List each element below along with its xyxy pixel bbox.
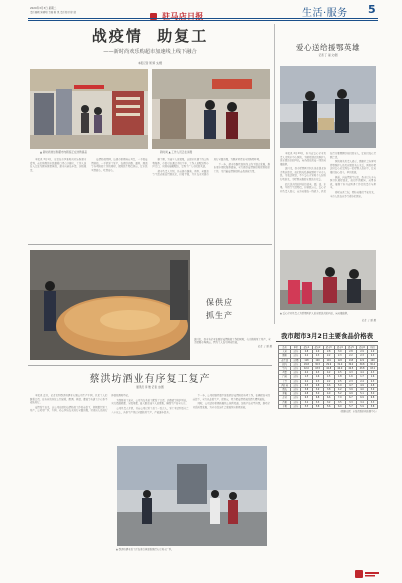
price-table-cell: 元/斤 — [291, 367, 301, 371]
story1-photo-staff — [152, 69, 270, 149]
price-table-cell: 119 — [323, 358, 334, 362]
price-table-cell: 元/斤 — [291, 354, 301, 358]
price-table-cell: 鸡蛋 — [279, 371, 291, 375]
story2-paragraph: 据悉，自疫情发生以来，我市已有多支医疗队驰援湖北，他们不畏艰险、英勇奋战，展现了驻马店医务工作者的责任与担当。 — [330, 175, 376, 190]
price-table-cell: 苹果 — [279, 404, 291, 408]
price-table-cell: 4.9 — [345, 392, 356, 396]
price-table-row — [279, 375, 378, 379]
story2-paragraph: 此次送去的慰问品包括米、面、油、水果、牛奶等生活物资，价值数万元。爱心企业负责人表示，前方英雄在一线战斗，我们在后方要照顾好他们的家人，让他们没有后顾之忧。 — [280, 152, 376, 193]
story1-paragraph: 本报讯 3月1日，记者在市区新时尚欢乐购超市看到，前来购物的市民戴着口罩有序排队，工作人员在入口处为顾客测量体温，超市内商品丰富、价格稳定。 — [30, 158, 87, 172]
story4-photo-factory — [116, 445, 268, 547]
price-table-cell: 牛肉 — [279, 367, 291, 371]
price-table-cell: 4.8 — [312, 383, 323, 387]
price-table-cell: 5.1 — [356, 392, 367, 396]
price-table-cell: 元/斤 — [291, 383, 301, 387]
price-table-header: 超市2 — [312, 346, 323, 350]
price-table-header: 超市5 — [345, 346, 356, 350]
masthead-rule — [28, 18, 378, 19]
column-divider — [274, 24, 275, 324]
story1-headline: 战疫情 助复工 — [91, 27, 209, 45]
price-table-cell: 白菜 — [279, 375, 291, 379]
price-table-cell: 2.4 — [356, 379, 367, 383]
price-table-cell: 29.9 — [323, 362, 334, 366]
price-table-body — [279, 350, 378, 409]
price-table-cell: 2.9 — [368, 350, 378, 354]
story1-byline: 本报记者 周 婷 文/图 — [137, 62, 163, 65]
editor-credits: 责任编辑 朱晓明 美编 陈 岚 责任校对 徐 凯 — [30, 11, 76, 14]
price-table-cell: 121 — [356, 358, 367, 362]
story2-paragraph: 医院相关负责人表示，感谢社会各界对援鄂医护人员及家属的关心关爱，医院将把这份爱心转交到每一位援鄂人员家中，让英雄们安心战斗，早日凯旋。 — [330, 160, 376, 174]
price-table-cell: 4.2 — [334, 388, 345, 392]
price-table-cell: 香蕉 — [279, 400, 291, 404]
price-table-header: 超市4 — [334, 346, 345, 350]
price-table-cell: 29.8 — [301, 362, 312, 366]
story4-paragraph: 本报讯 近日，记者来到蔡洪坊酒业有限公司生产车间，只见工人们戴着口罩，在各自的岗位上忙碌着，酿酒、蒸馏、灌装等各道工序有条不紊地进行。 — [30, 394, 108, 404]
charity-delivery-image — [280, 66, 376, 148]
price-table-cell: 2.2 — [345, 354, 356, 358]
price-table-cell: 2.3 — [312, 379, 323, 383]
price-table-cell: 3.9 — [312, 388, 323, 392]
price-table-header: 单位 — [291, 346, 301, 350]
price-table-cell: 5.9 — [356, 404, 367, 408]
story4-paragraph: 疫情发生以来，该公司在做好疫情防控工作的前提下，积极组织复工复产。公司对厂区、车间、办公区域每天进行全面消毒，对进出人员进行体温检测和登记。 — [30, 394, 131, 413]
price-table-cell: 5.6 — [323, 404, 334, 408]
price-table-cell: 4.6 — [323, 383, 334, 387]
price-table-cell: 3.0 — [334, 350, 345, 354]
price-table-cell: 3.9 — [345, 388, 356, 392]
price-table-cell: 4.3 — [368, 371, 378, 375]
section-title: 生活·服务 — [302, 8, 348, 19]
price-table-cell: 元/斤 — [291, 392, 301, 396]
price-table-cell: 3.9 — [368, 388, 378, 392]
price-table-row — [279, 400, 378, 404]
story3-caption-credit: 记者 丁 丽 摄 — [257, 344, 272, 348]
story2-headline: 爱心送给援鄂英雄 — [296, 43, 360, 52]
price-table — [278, 345, 378, 409]
price-table-cell: 3.2 — [323, 400, 334, 404]
story2-byline: 记者 丁 丽 文/图 — [318, 54, 338, 57]
price-table-cell: 30.5 — [312, 362, 323, 366]
price-table-row — [279, 396, 378, 400]
story2-paragraph: 连日来，我市援鄂医疗队队员在湖北奋力救治患者，他们的无私奉献感动了全市人民。为表达敬意，不少爱心企业和个人纷纷行动起来，为援鄂英雄的家属送去关爱。 — [280, 167, 326, 181]
price-table-cell: 大米 — [279, 350, 291, 354]
story1-paragraph: 下一步，超市将继续加快线上线下融合发展，推出更多便民服务措施，全力做好疫情防控和保供稳价工作，为打赢疫情防控阻击战贡献力量。 — [213, 162, 270, 173]
story3-caption — [194, 338, 272, 348]
price-table-cell: 31.0 — [334, 362, 345, 366]
price-table-cell: 5.0 — [368, 392, 378, 396]
story2-photo-credit: 记者 丁 丽 摄 — [361, 319, 376, 322]
price-table-cell: 1.6 — [345, 375, 356, 379]
price-table-cell: 5.8 — [368, 404, 378, 408]
price-table-cell: 3.2 — [301, 400, 312, 404]
price-table-cell: 4.7 — [345, 383, 356, 387]
price-table-note: （数据来源：市发改委价格监测中心） — [338, 410, 378, 414]
story2-body — [280, 152, 376, 248]
logo-text: 驻马店日报 — [162, 11, 204, 21]
price-table-cell: 4.9 — [356, 383, 367, 387]
price-table-cell: 元/斤 — [291, 375, 301, 379]
price-table-cell: 4.5 — [334, 371, 345, 375]
price-table-cell: 43.1 — [368, 367, 378, 371]
price-table-cell: 4.0 — [356, 388, 367, 392]
workshop-image — [30, 250, 190, 360]
price-table-cell: 5.7 — [345, 404, 356, 408]
price-table-cell: 2.3 — [312, 354, 323, 358]
price-table-cell: 西红柿 — [279, 383, 291, 387]
staff-disinfecting-image — [152, 69, 270, 149]
story4-paragraph: 下一步，公司将继续毫不放松抓好疫情防控各项工作，在确保安全的前提下，全力以赴抓生产、保供应，努力把疫情造成的损失降到最低。 — [192, 394, 270, 401]
price-table-cell: 3.3 — [312, 400, 323, 404]
price-table-cell: 猪肉 — [279, 362, 291, 366]
price-table-cell: 4.2 — [323, 371, 334, 375]
price-table-cell: 2.2 — [301, 379, 312, 383]
price-table-cell: 30.2 — [345, 362, 356, 366]
price-table-cell: 3.3 — [368, 400, 378, 404]
story3-photo-workshop — [30, 250, 190, 360]
price-table-cell: 5.5 — [301, 404, 312, 408]
story1-body — [30, 158, 270, 238]
story1-subheadline: ——新时尚欢乐购超市加速线上线下融合 — [103, 49, 197, 55]
price-table-cell: 3.4 — [356, 400, 367, 404]
price-table-cell: 2.5 — [334, 379, 345, 383]
price-table-cell: 43.5 — [312, 367, 323, 371]
donated-goods-image — [280, 250, 376, 310]
story2-photo-goods — [280, 250, 376, 310]
story1-photo2-caption: 新时尚 ▲ 工作人员正在消毒 — [160, 151, 193, 154]
page-number: 5 — [368, 3, 376, 16]
story4-photo-caption: ▲ 蔡洪坊酒业员工正在进行体温检测后有序进入厂区。 — [116, 548, 174, 551]
newspaper-logo — [150, 6, 204, 25]
price-table-cell: 2.3 — [334, 354, 345, 358]
price-table-cell: 118 — [345, 358, 356, 362]
story1-photo-store-interior — [30, 69, 148, 149]
price-table-cell: 4.3 — [312, 371, 323, 375]
price-table-cell: 元/斤 — [291, 362, 301, 366]
story4-paragraph: 同时，公司还将积极拓展线上销售渠道，加快产品转型升级，推动企业高质量发展，为全市经济社会发展作出积极贡献。 — [192, 402, 270, 409]
price-table-cell: 2.9 — [356, 350, 367, 354]
issue-date: 2020年3月3日 星期二 — [30, 7, 57, 10]
section-rule — [28, 244, 272, 245]
price-table-cell: 3.5 — [334, 400, 345, 404]
price-table-cell: 42.8 — [323, 367, 334, 371]
price-table-cell: 5.2 — [334, 392, 345, 396]
price-table-cell: 4.8 — [368, 383, 378, 387]
price-table-cell: 元/斤 — [291, 371, 301, 375]
price-table-cell: 2.2 — [323, 379, 334, 383]
price-table-cell: 1.8 — [334, 375, 345, 379]
story1-paragraph: 疫情防控期间，该超市积极响应号召，一手抓疫情防控，一手抓复工复产，在做好消毒、通风、测温等各项防控工作的同时，保障民生物资供应，让市民买得放心、吃得安心。 — [91, 158, 148, 172]
price-table-title: 我市超市3月2日主要食品价格表 — [281, 332, 373, 340]
price-table-cell: 4.4 — [356, 371, 367, 375]
story3-headline: 保供应 抓生产 — [206, 298, 233, 320]
price-table-cell: 元/斤 — [291, 388, 301, 392]
price-table-cell: 2.3 — [368, 379, 378, 383]
price-table-cell: 3.8 — [301, 388, 312, 392]
story4-headline: 蔡洪坊酒业有序复工复产 — [89, 374, 211, 385]
masthead-rule-thin — [28, 20, 378, 21]
price-table-cell: 1.6 — [368, 375, 378, 379]
price-table-cell: 42.0 — [301, 367, 312, 371]
price-table-cell: 2.8 — [301, 350, 312, 354]
watermark-icon — [355, 564, 379, 574]
price-table-cell: 3.3 — [345, 400, 356, 404]
price-table-header: 超市3 — [323, 346, 334, 350]
price-table-cell: 4.2 — [301, 371, 312, 375]
story1-photo1-caption: ▲ 新时尚欢乐购超市内顾客正在选购商品 — [40, 151, 87, 154]
price-table-cell: 5.8 — [312, 404, 323, 408]
price-table-cell: 黄瓜 — [279, 388, 291, 392]
price-table-cell: 元/桶 — [291, 358, 301, 362]
price-table-rule — [276, 341, 378, 342]
price-table-cell: 面粉 — [279, 354, 291, 358]
price-table-cell: 5.0 — [334, 383, 345, 387]
price-table-row — [279, 383, 378, 387]
price-table-row — [279, 354, 378, 358]
price-table-cell: 元/斤 — [291, 396, 301, 400]
price-table-header: 均价 — [368, 346, 378, 350]
price-table-cell: 1.5 — [323, 375, 334, 379]
price-table-cell: 2.2 — [301, 354, 312, 358]
price-table-cell: 6.6 — [323, 396, 334, 400]
price-table-cell: 6.8 — [312, 396, 323, 400]
price-table-cell: 44.0 — [334, 367, 345, 371]
price-table-cell: 30.4 — [368, 362, 378, 366]
price-table-cell: 青椒 — [279, 392, 291, 396]
price-table-cell: 1.7 — [356, 375, 367, 379]
price-table-row — [279, 362, 378, 366]
story4-paragraph: 公司负责人介绍，目前公司已复工员工一百余人，复工率达到百分之八十以上，各条生产线已全面恢复生产，产能逐步提升。 — [111, 407, 189, 414]
price-table-cell: 元/斤 — [291, 379, 301, 383]
story3-caption-text: 连日来，我市各企业在做好疫情防控工作的同时，有序推进复工复产，全力保障市场供应。图为工人在车间内忙碌。 — [194, 338, 271, 345]
story1-paragraph: 超市负责人介绍，目前超市蔬菜、肉类、米面油等生活必需品货源充足，价格平稳，并且每天对超市进行全面消毒，为顾客营造安全的购物环境。 — [152, 158, 262, 177]
price-table-cell: 2.3 — [345, 379, 356, 383]
price-table-cell: 122 — [334, 358, 345, 362]
price-table-cell: 6.9 — [356, 396, 367, 400]
price-table-cell: 3.8 — [323, 388, 334, 392]
price-table-cell: 120 — [312, 358, 323, 362]
price-table-cell: 30.8 — [356, 362, 367, 366]
price-table-cell: 2.8 — [323, 350, 334, 354]
price-table-cell: 2.3 — [356, 354, 367, 358]
price-table-cell: 4.3 — [345, 371, 356, 375]
store-interior-image — [30, 69, 148, 149]
price-table-cell: 花生油 — [279, 358, 291, 362]
price-table-cell: 2.9 — [312, 350, 323, 354]
price-table-header: 超市6 — [356, 346, 367, 350]
price-table-cell: 6.8 — [368, 396, 378, 400]
story1-paragraph: 据了解，为减少人员聚集，该超市开通了线上购物服务，市民可以通过手机下单，工作人员配送到小区门口，实现无接触配送，受到了广大市民的欢迎。 — [152, 158, 209, 168]
price-table-cell: 5.0 — [312, 392, 323, 396]
price-table-cell: 元/斤 — [291, 404, 301, 408]
price-table-cell: 1.6 — [312, 375, 323, 379]
price-table-header: 超市1 — [301, 346, 312, 350]
story4-paragraph: 为保障员工安全，公司为每名员工配发了口罩、消毒液等防护用品，实行错峰就餐、分散用餐，最大限度减少人员聚集，确保生产安全有序。 — [111, 398, 189, 406]
price-table-wrapper — [278, 345, 378, 413]
price-table-cell: 2.2 — [323, 354, 334, 358]
price-table-cell: 118 — [301, 358, 312, 362]
price-table-cell: 蒜苔 — [279, 396, 291, 400]
story2-photo-caption: ▲ 爱心企业负责人为援鄂医护人员家属送去慰问品，向英雄致敬。 — [280, 312, 350, 315]
price-table-header: 品名 — [279, 346, 291, 350]
price-table-cell: 4.9 — [323, 392, 334, 396]
price-table-row — [279, 358, 378, 362]
price-table-cell: 4.8 — [301, 392, 312, 396]
price-table-cell: 6.7 — [345, 396, 356, 400]
price-table-cell: 1.5 — [301, 375, 312, 379]
price-table-cell: 土豆 — [279, 379, 291, 383]
price-table-cell: 120 — [368, 358, 378, 362]
price-table-cell: 6.0 — [334, 404, 345, 408]
factory-entrance-image — [117, 446, 267, 546]
price-table-row — [279, 379, 378, 383]
price-table-cell: 2.3 — [368, 354, 378, 358]
story2-paragraph: 春暖花开之际，期待英雄们平安归来，全市人民在家乡等着你们回家。 — [330, 191, 376, 198]
story2-photo-delivery — [280, 66, 376, 148]
price-table-cell: 6.5 — [301, 396, 312, 400]
price-table-cell: 元/斤 — [291, 400, 301, 404]
price-table-cell: 2.8 — [345, 350, 356, 354]
price-table-cell: 4.5 — [301, 383, 312, 387]
price-table-cell: 元/斤 — [291, 350, 301, 354]
price-table-cell: 43.8 — [356, 367, 367, 371]
story4-byline: 通讯员 李 维 记者 文/图 — [136, 386, 164, 389]
price-table-cell: 42.5 — [345, 367, 356, 371]
price-table-cell: 7.0 — [334, 396, 345, 400]
price-table-row — [279, 404, 378, 408]
story2-paragraph: 本报讯 2月29日，驻马店爱心企业负责人来到市中心医院，为驰援湖北的医护人员家属送去慰问品，向奋战在抗疫一线的英雄致敬。 — [280, 152, 326, 166]
section-rule — [28, 365, 272, 366]
